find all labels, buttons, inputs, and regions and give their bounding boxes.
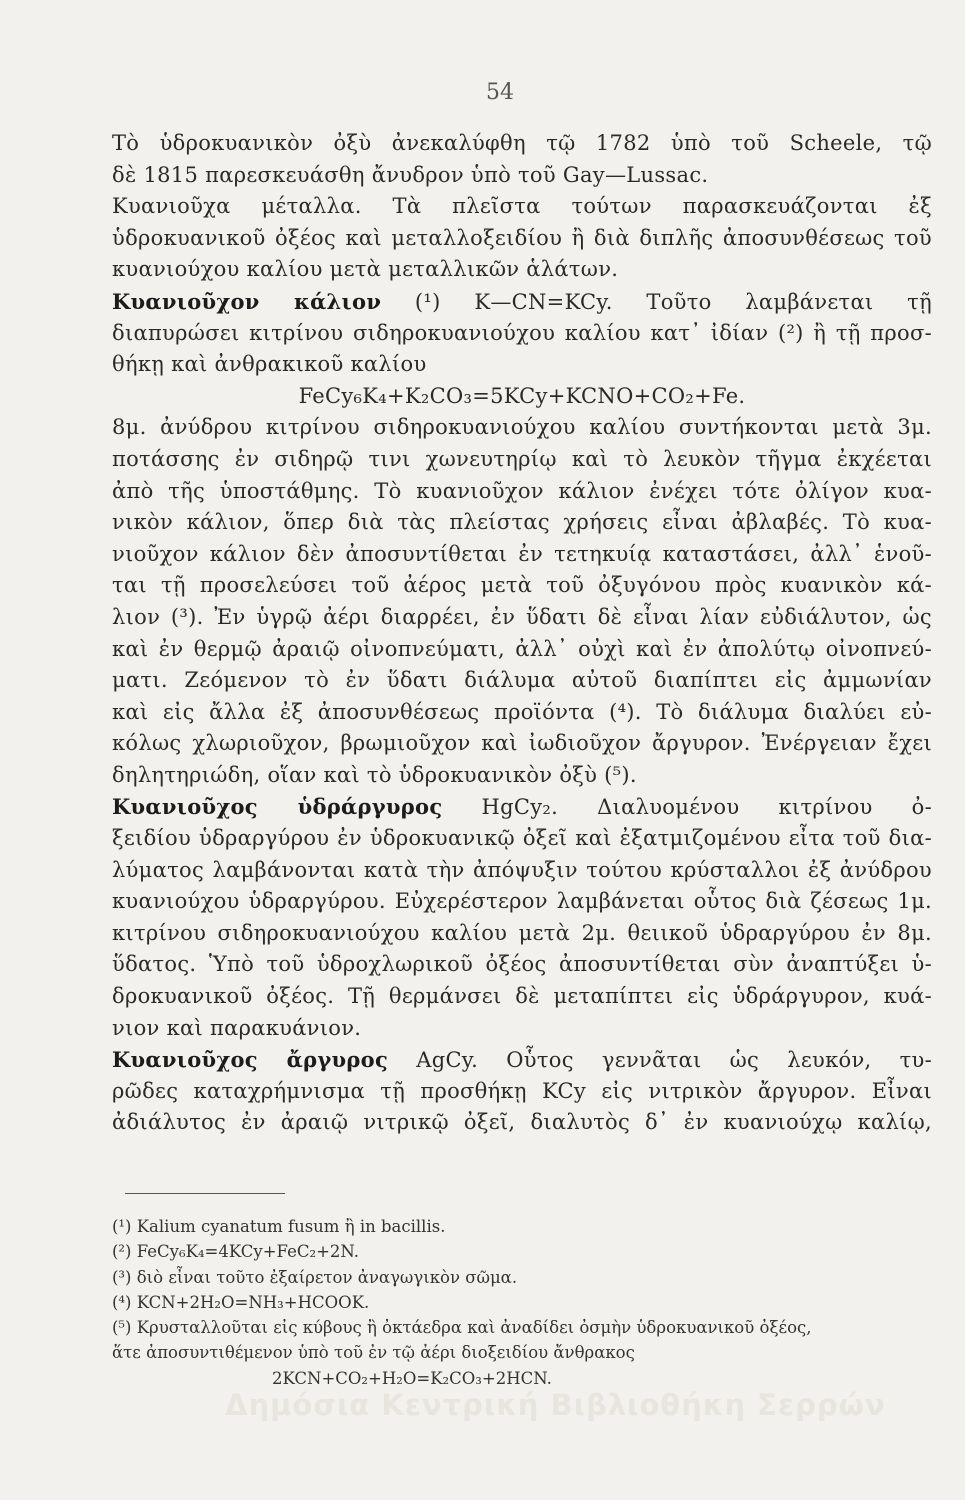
text-line: ἀπὸ τῆς ὑποστάθμης. Τὸ κυανιοῦχον κάλιον ἐνέχει τότε ὀλίγον κυα- bbox=[112, 478, 932, 503]
text-line: ὕδατος. Ὑπὸ τοῦ ὑδροχλωρικοῦ ὀξέος ἀποσυντίθεται σὺν ἀναπτύξει ὑ- bbox=[112, 952, 932, 977]
footnote-rule bbox=[125, 1193, 285, 1194]
chemical-equation: FeCy₆K₄+K₂CO₃=5KCy+KCNO+CO₂+Fe. bbox=[298, 383, 746, 408]
text-line: δὲ 1815 παρεσκευάσθη ἄνυδρον ὑπὸ τοῦ Gay—Lussac. bbox=[112, 162, 709, 187]
footnote-equation: 2KCN+CO₂+H₂O=K₂CO₃+2HCN. bbox=[272, 1368, 552, 1388]
section-heading: Κυανιοῦχος ὑδράργυρος bbox=[112, 794, 443, 820]
text-line: διαπυρώσει κιτρίνου σιδηροκυανιούχου καλίου κατ᾽ ἰδίαν (²) ἢ τῇ προσ- bbox=[112, 320, 932, 345]
footnote: (⁴) KCN+2H₂O=NH₃+HCOOK. bbox=[112, 1292, 370, 1312]
text-line: Κυανιοῦχος ἄργυρος AgCy. Οὗτος γεννᾶται ὡς λευκόν, τυ- bbox=[112, 1047, 932, 1073]
text-line: νιοῦχον κάλιον δὲν ἀποσυντίθεται ἐν τετηκυίᾳ καταστάσει, ἀλλ᾽ ἑνοῦ- bbox=[112, 541, 932, 566]
text-line: ποτάσσης ἐν σιδηρῷ τινι χωνευτηρίῳ καὶ τὸ λευκὸν τῆγμα ἐκχέεται bbox=[112, 446, 932, 471]
text-line: ται τῇ προσελεύσει τοῦ ἀέρος μετὰ τοῦ ὀξυγόνου πρὸς κυανικὸν κά- bbox=[112, 573, 932, 598]
page-number: 54 bbox=[486, 80, 514, 105]
text-line: νιον καὶ παρακυάνιον. bbox=[112, 1015, 362, 1040]
text-line: κυανιούχου καλίου μετὰ μεταλλικῶν ἁλάτων. bbox=[112, 257, 619, 282]
text-line: κόλως χλωριοῦχον, βρωμιοῦχον καὶ ἰωδιοῦχον ἄργυρον. Ἐνέργειαν ἔχει bbox=[112, 731, 932, 756]
text-line: δροκυανικοῦ ὀξέος. Τῇ θερμάνσει δὲ μεταπίπτει εἰς ὑδράργυρον, κυά- bbox=[112, 984, 932, 1009]
footnote: (¹) Kalium cyanatum fusum ἢ in bacillis. bbox=[112, 1217, 446, 1236]
text-line: ρῶδες καταχρήμνισμα τῇ προσθήκῃ KCy εἰς νιτρικὸν ἄργυρον. Εἶναι bbox=[112, 1078, 932, 1103]
text-line: δηλητηριώδη, οἵαν καὶ τὸ ὑδροκυανικὸν ὀξὺ (⁵). bbox=[112, 762, 637, 787]
text-line: λιον (³). Ἐν ὑγρῷ ἀέρι διαρρέει, ἐν ὕδατι δὲ εἶναι λίαν εὐδιάλυτον, ὡς bbox=[112, 604, 932, 629]
section-heading: Κυανιοῦχον κάλιον bbox=[112, 288, 382, 314]
text-line: Κυανιοῦχος ὑδράργυρος HgCy₂. Διαλυομένου κιτρίνου ὀ- bbox=[112, 794, 932, 820]
text-line: ὑδροκυανικοῦ ὀξέος καὶ μεταλλοξειδίου ἢ διὰ διπλῆς ἀποσυνθέσεως τοῦ bbox=[112, 225, 932, 250]
text-line: ξειδίου ὑδραργύρου ἐν ὑδροκυανικῷ ὀξεῖ καὶ ἐξατμιζομένου εἶτα τοῦ δια- bbox=[112, 826, 932, 851]
text-line: ἀδιάλυτος ἐν ἀραιῷ νιτρικῷ ὀξεῖ, διαλυτὸς δ᾽ ἐν κυανιούχῳ καλίῳ, bbox=[112, 1110, 932, 1135]
library-watermark: Δημόσια Κεντρική Βιβλιοθήκη Σερρών bbox=[225, 1388, 886, 1422]
footnote: (³) διὸ εἶναι τοῦτο ἐξαίρετον ἀναγωγικὸν σῶμα. bbox=[112, 1267, 518, 1287]
text-line: καὶ εἰς ἄλλα ἐξ ἀποσυνθέσεως προϊόντα (⁴). Τὸ διάλυμα διαλύει εὐ- bbox=[112, 699, 932, 724]
text-line: καὶ ἐν θερμῷ ἀραιῷ οἰνοπνεύματι, ἀλλ᾽ οὐχὶ καὶ ἐν ἀπολύτῳ οἰνοπνεύ- bbox=[112, 636, 932, 661]
text-line: λύματος λαμβάνονται κατὰ τὴν ἀπόψυξιν τούτου κρύσταλλοι ἐξ ἀνύδρου bbox=[112, 857, 932, 882]
text-line: νικὸν κάλιον, ὅπερ διὰ τὰς πλείστας χρήσεις εἶναι ἀβλαβές. Τὸ κυα- bbox=[112, 510, 932, 535]
text-line: 8μ. ἀνύδρου κιτρίνου σιδηροκυανιούχου καλίου συντήκονται μετὰ 3μ. bbox=[112, 415, 932, 440]
main-text bbox=[112, 128, 932, 1139]
footnotes bbox=[112, 1214, 932, 1391]
section-heading: Κυανιοῦχος ἄργυρος bbox=[112, 1047, 389, 1073]
footnote: (²) FeCy₆K₄=4KCy+FeC₂+2N. bbox=[112, 1242, 360, 1262]
text-line: ματι. Ζεόμενον τὸ ἐν ὕδατι διάλυμα αὐτοῦ διαπίπτει εἰς ἀμμωνίαν bbox=[112, 668, 932, 693]
text-line: Κυανιοῦχα μέταλλα. Τὰ πλεῖστα τούτων παρασκευάζονται ἐξ bbox=[112, 194, 932, 219]
text-line: κιτρίνου σιδηροκυανιούχου καλίου μετὰ 2μ. θειικοῦ ὑδραργύρου ἐν 8μ. bbox=[112, 920, 932, 945]
text-line: θήκῃ καὶ ἀνθρακικοῦ καλίου bbox=[112, 352, 427, 377]
footnote: ἅτε ἀποσυντιθέμενον ὑπὸ τοῦ ἐν τῷ ἀέρι διοξειδίου ἄνθρακος bbox=[112, 1343, 635, 1363]
text-line: κυανιούχου ὑδραργύρου. Εὐχερέστερον λαμβάνεται οὗτος διὰ ζέσεως 1μ. bbox=[112, 889, 932, 914]
text-line: Κυανιοῦχον κάλιον (¹) K—CN=KCy. Τοῦτο λαμβάνεται τῇ bbox=[112, 288, 932, 314]
footnote: (⁵) Κρυσταλλοῦται εἰς κύβους ἢ ὀκτάεδρα καὶ ἀναδίδει ὀσμὴν ὑδροκυανικοῦ ὀξέος, bbox=[112, 1318, 812, 1338]
text-line: Τὸ ὑδροκυανικὸν ὀξὺ ἀνεκαλύφθη τῷ 1782 ὑπὸ τοῦ Scheele, τῷ bbox=[112, 131, 932, 155]
